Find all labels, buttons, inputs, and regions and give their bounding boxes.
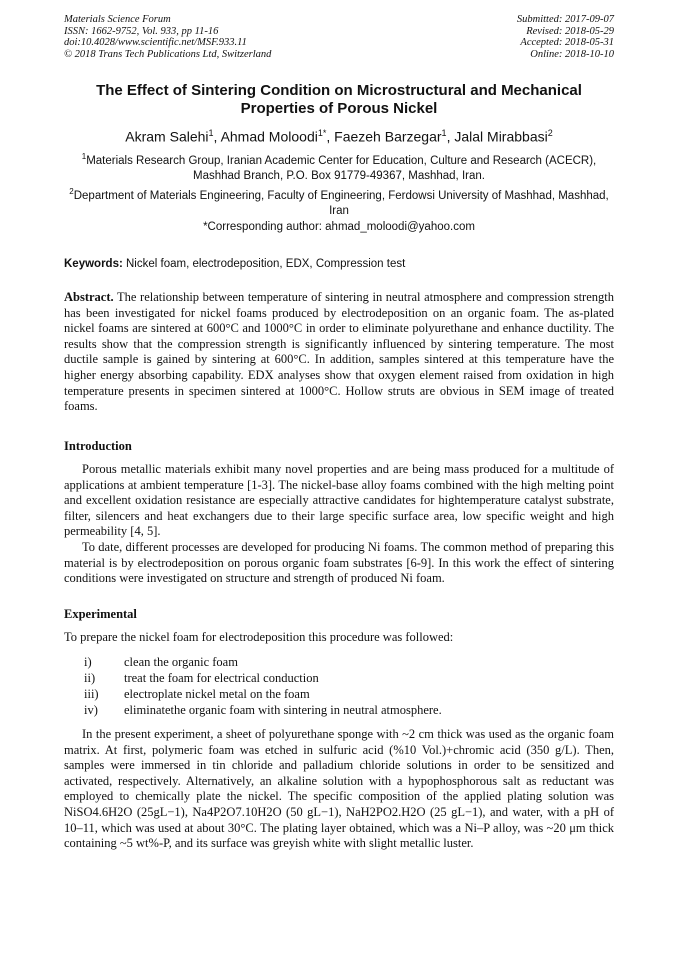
affiliation-mark: 2 [69, 187, 74, 196]
online-date: Online: 2018-10-10 [530, 48, 614, 60]
list-item-number: iii) [84, 687, 99, 701]
paper-title: The Effect of Sintering Condition on Microstructural and Mechanical Properties of Porous Nickel [96, 82, 582, 117]
list-item-number: i) [84, 655, 92, 669]
keywords [64, 257, 614, 272]
author-affiliation-mark: 1 [441, 128, 447, 138]
author-name: Ahmad Moloodi [220, 128, 318, 145]
list-item-text: electroplate nickel metal on the foam [124, 687, 310, 701]
journal-doi: doi:10.4028/www.scientific.net/MSF.933.11 [64, 37, 247, 48]
list-item-number: iv) [84, 703, 98, 717]
author-list: Akram Salehi$^1$, Ahmad Moloodi$^{1*}$, Faezeh Barzegar$^1$, Jalal Mirabbasi$^2$ [125, 128, 553, 145]
introduction-paragraph: Porous metallic materials exhibit many novel properties and are being mass produced for a multitude of applications at ambient temperature [1-3]. The nickel-base alloy foams combined with the high melting point and excellent oxidation resistance are especially attractive candidates for hightemperature catalyst substrate, filter, silencers and heat exchangers due to their large specific surface area, low specific weight and high permeability [4, 5]. [64, 462, 614, 539]
author-affiliation-mark: 1* [317, 128, 327, 138]
list-item-text: clean the organic foam [124, 655, 238, 669]
introduction-paragraph: To date, different processes are developed for producing Ni foams. The common method of preparing this material is by electrodeposition on porous organic foam substrates [6-9]. In this work the effect of sintering conditions were investigated on structure and strength of produced Ni foam. [64, 540, 614, 586]
author-affiliation-mark: 1 [208, 128, 214, 138]
list-item [84, 686, 614, 702]
affiliation-text: Materials Research Group, Iranian Academic Center for Education, Culture and Research (ACECR), Mashhad Branch, P.O. Box 91779-49367, Mashhad, Iran. [86, 154, 597, 183]
list-item-text: treat the foam for electrical conduction [124, 671, 319, 685]
keywords-text: Nickel foam, electrodeposition, EDX, Compression test [122, 258, 406, 270]
corresponding-author: *Corresponding author: ahmad_moloodi@yahoo.com [203, 221, 475, 233]
experimental-intro: To prepare the nickel foam for electrodeposition this procedure was followed: [64, 630, 454, 644]
author-affiliation-mark: 2 [547, 128, 553, 138]
accepted-date: Accepted: 2018-05-31 [520, 37, 614, 48]
submitted-date: Submitted: 2017-09-07 [516, 14, 614, 25]
author-name: Jalal Mirabbasi [454, 128, 548, 145]
section-heading-introduction: Introduction [64, 439, 132, 453]
author-name: Faezeh Barzegar [334, 128, 442, 145]
abstract-text: The relationship between temperature of sintering in neutral atmosphere and compression strength has been investigated for nickel foams produced by electrodeposition on an organic foam. The as-plated nickel foams are sintered at 600°C and 1000°C in order to eliminate polyurethane and enhance ductility. The results show that the compression strength is significantly influenced by sintering temperature. The most ductile sample is gained by sintering at 600°C. In addition, samples sintered at this temperature have the higher energy absorbing capability. EDX analyses show that oxygen element raised from oxidation in high temperature presents in specimen sintered at 1000°C. Hollow struts are obvious in SEM image of treated foams. [64, 290, 614, 414]
revised-date: Revised: 2018-05-29 [526, 25, 614, 37]
experimental-paragraph: In the present experiment, a sheet of polyurethane sponge with ~2 cm thick was used as the organic foam matrix. At first, polymeric foam was etched in sulfuric acid (%10 Vol.)+chromic acid (350 g/L). Then, samples were immersed in tin chloride and palladium chloride solutions in order to be sensitized and activated, respectively. Alternatively, an alkaline solution with a hypophosphorous salt as reductant was employed to chemically plate the nickel. The specific composition of the applied plating solution was NiSO4.6H2O (25gL−1), Na4P2O7.10H2O (50 gL−1), NaH2PO2.H2O (25 gL−1), and water, with a pH of 10–11, which was used at about 30°C. The plating layer obtained, which was a Ni–P alloy, was ~20 μm thick containing ~5 wt%-P, and its surface was greyish white with slight metallic luster. [64, 727, 614, 851]
section-heading-experimental: Experimental [64, 607, 137, 621]
affiliation-mark: 1 [81, 152, 87, 161]
list-item-text: eliminatethe organic foam with sintering in neutral atmosphere. [124, 703, 442, 717]
list-item [84, 654, 614, 670]
list-item [84, 670, 614, 686]
journal-name: Materials Science Forum [64, 14, 171, 25]
affiliation-2 [64, 184, 614, 220]
journal-copyright: © 2018 Trans Tech Publications Ltd, Switzerland [64, 48, 272, 60]
publication-dates [517, 14, 614, 60]
journal-info [64, 14, 271, 60]
abstract [64, 290, 614, 415]
list-item-number: ii) [84, 671, 96, 685]
list-item [84, 702, 614, 718]
procedure-list [84, 654, 614, 718]
author-name: Akram Salehi [125, 128, 209, 145]
affiliation-1 [64, 149, 614, 185]
abstract-label: Abstract. [64, 290, 114, 304]
affiliation-text: Department of Materials Engineering, Faculty of Engineering, Ferdowsi University of Mashhad, Mashhad, Iran [73, 189, 609, 218]
keywords-label: Keywords: [64, 258, 123, 270]
journal-issn: ISSN: 1662-9752, Vol. 933, pp 11-16 [64, 25, 219, 37]
